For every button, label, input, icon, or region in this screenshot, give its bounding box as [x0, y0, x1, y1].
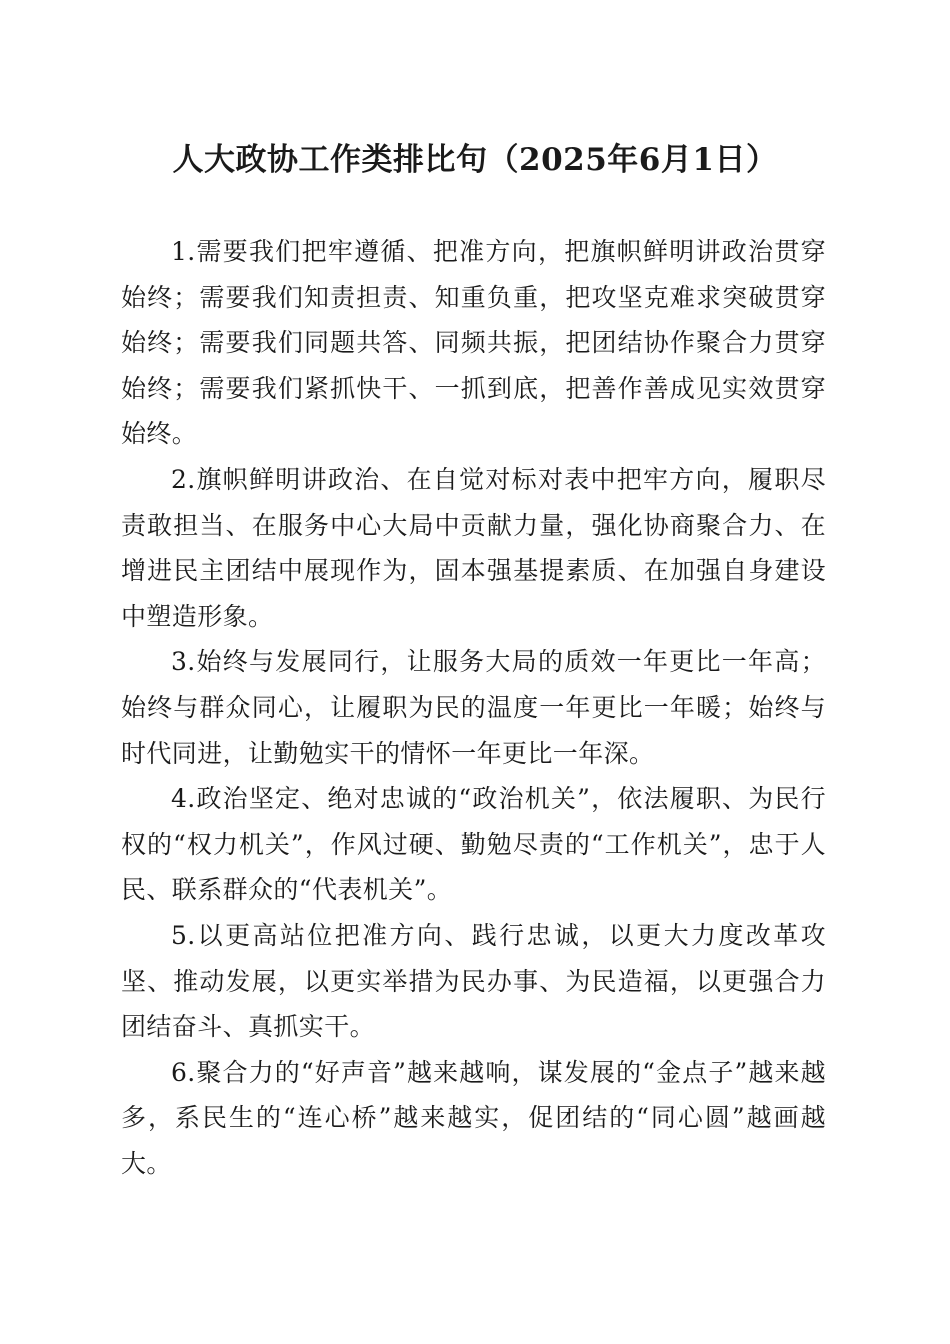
paragraph-2: 2.旗帜鲜明讲政治、在自觉对标对表中把牢方向，履职尽责敢担当、在服务中心大局中贡献力量，强化协商聚合力、在增进民主团结中展现作为，固本强基提素质、在加强自身建设中塑造形象。 [121, 464, 826, 631]
paragraph-4: 4.政治坚定、绝对忠诚的“政治机关”，依法履职、为民行权的“权力机关”，作风过硬、勤勉尽责的“工作机关”，忠于人民、联系群众的“代表机关”。 [121, 784, 826, 905]
paragraph-3: 3.始终与发展同行，让服务大局的质效一年更比一年高；始终与群众同心，让履职为民的温度一年更比一年暖；始终与时代同进，让勤勉实干的情怀一年更比一年深。 [121, 647, 826, 768]
paragraph-5: 5.以更高站位把准方向、践行忠诚，以更大力度改革攻坚、推动发展，以更实举措为民办事、为民造福，以更强合力团结奋斗、真抓实干。 [121, 920, 826, 1042]
paragraph-6: 6.聚合力的“好声音”越来越响，谋发展的“金点子”越来越多，系民生的“连心桥”越来越实，促团结的“同心圆”越画越大。 [121, 1057, 826, 1178]
document-title: 人大政协工作类排比句（2025年6月1日） [172, 142, 778, 178]
paragraph-1: 1.需要我们把牢遵循、把准方向，把旗帜鲜明讲政治贯穿始终；需要我们知责担责、知重负重，把攻坚克难求突破贯穿始终；需要我们同题共答、同频共振，把团结协作聚合力贯穿始终；需要我们紧抓快干、一抓到底，把善作善成见实效贯穿始终。 [121, 237, 826, 449]
document-body [121, 229, 826, 1186]
